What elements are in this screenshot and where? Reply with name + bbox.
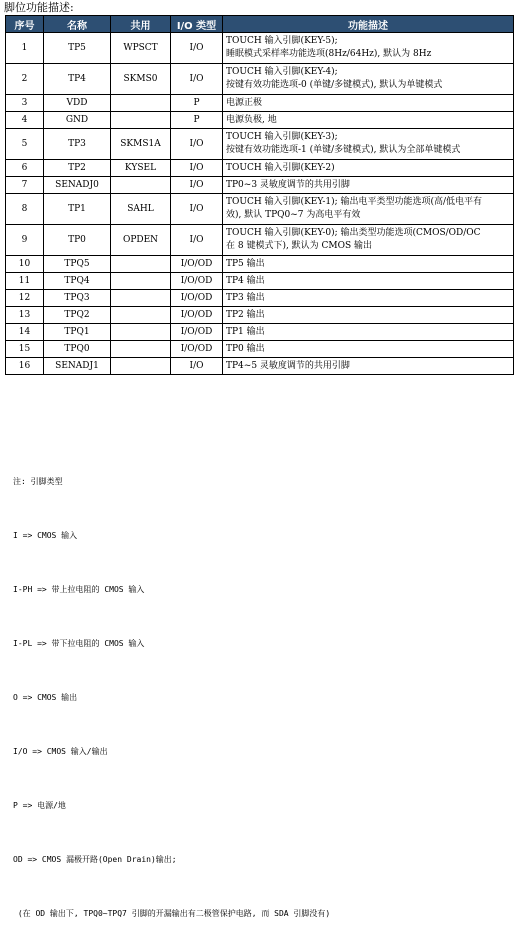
cell-description: TP5 输出 (223, 256, 514, 273)
cell-no: 7 (6, 177, 44, 194)
cell-shared: WPSCT (111, 33, 171, 64)
pin-function-table (5, 15, 514, 375)
cell-description: TP4~5 灵敏度调节的共用引脚 (223, 358, 514, 375)
cell-name: VDD (44, 95, 111, 112)
cell-no: 15 (6, 341, 44, 358)
column-header-name: 名称 (44, 16, 111, 33)
cell-no: 3 (6, 95, 44, 112)
cell-shared (111, 358, 171, 375)
cell-name: TPQ4 (44, 273, 111, 290)
cell-io-type: I/O (171, 33, 223, 64)
cell-io-type: I/O (171, 358, 223, 375)
note-line: (在 OD 输出下, TPQ0~TPQ7 引脚的开漏输出有二极管保护电路, 而 SDA 引脚没有) (13, 909, 331, 918)
cell-name: TP5 (44, 33, 111, 64)
table-header-row (6, 16, 514, 33)
table-row (6, 33, 514, 64)
table-row (6, 194, 514, 225)
table-row (6, 177, 514, 194)
cell-name: TPQ5 (44, 256, 111, 273)
cell-description: TP4 输出 (223, 273, 514, 290)
table-row (6, 160, 514, 177)
table-row (6, 307, 514, 324)
cell-io-type: I/O/OD (171, 324, 223, 341)
cell-shared (111, 307, 171, 324)
table-row (6, 358, 514, 375)
cell-io-type: P (171, 112, 223, 129)
cell-shared: KYSEL (111, 160, 171, 177)
cell-description: TOUCH 输入引脚(KEY-4); 按键有效功能选项-0 (单键/多键模式), 默认为单键模式 (223, 64, 514, 95)
cell-shared (111, 112, 171, 129)
cell-description: TP0~3 灵敏度调节的共用引脚 (223, 177, 514, 194)
column-header-description: 功能描述 (223, 16, 514, 33)
cell-name: TP3 (44, 129, 111, 160)
table-row (6, 324, 514, 341)
cell-no: 16 (6, 358, 44, 375)
cell-no: 1 (6, 33, 44, 64)
cell-description: TOUCH 输入引脚(KEY-3); 按键有效功能选项-1 (单键/多键模式), 默认为全部单键模式 (223, 129, 514, 160)
column-header-shared: 共用 (111, 16, 171, 33)
note-line: I => CMOS 输入 (13, 531, 78, 540)
pin-type-notes (13, 437, 330, 941)
cell-shared: OPDEN (111, 225, 171, 256)
cell-name: TPQ2 (44, 307, 111, 324)
cell-name: GND (44, 112, 111, 129)
table-row (6, 256, 514, 273)
cell-shared: SKMS1A (111, 129, 171, 160)
cell-description: TOUCH 输入引脚(KEY-0); 输出类型功能选项(CMOS/OD/OC 在 8 键模式下), 默认为 CMOS 输出 (223, 225, 514, 256)
table-row (6, 129, 514, 160)
note-line: I-PH => 带上拉电阻的 CMOS 输入 (13, 585, 145, 594)
cell-io-type: P (171, 95, 223, 112)
table-row (6, 341, 514, 358)
cell-description: TP2 输出 (223, 307, 514, 324)
section-heading: 脚位功能描述: (4, 1, 74, 14)
note-line: I-PL => 带下拉电阻的 CMOS 输入 (13, 639, 145, 648)
cell-name: SENADJ0 (44, 177, 111, 194)
cell-io-type: I/O (171, 160, 223, 177)
note-line: OD => CMOS 漏极开路(Open Drain)输出; (13, 855, 177, 864)
cell-shared (111, 324, 171, 341)
note-line: O => CMOS 输出 (13, 693, 78, 702)
cell-shared (111, 256, 171, 273)
cell-io-type: I/O/OD (171, 273, 223, 290)
table-row (6, 112, 514, 129)
cell-io-type: I/O (171, 225, 223, 256)
cell-shared (111, 95, 171, 112)
cell-no: 13 (6, 307, 44, 324)
cell-io-type: I/O/OD (171, 256, 223, 273)
table-body (6, 33, 514, 375)
cell-no: 5 (6, 129, 44, 160)
cell-io-type: I/O/OD (171, 290, 223, 307)
cell-name: SENADJ1 (44, 358, 111, 375)
cell-shared: SKMS0 (111, 64, 171, 95)
cell-shared (111, 177, 171, 194)
cell-name: TP2 (44, 160, 111, 177)
column-header-io-type: I/O 类型 (171, 16, 223, 33)
cell-shared (111, 273, 171, 290)
cell-description: TOUCH 输入引脚(KEY-2) (223, 160, 514, 177)
table-row (6, 95, 514, 112)
table-row (6, 273, 514, 290)
cell-name: TPQ1 (44, 324, 111, 341)
cell-no: 10 (6, 256, 44, 273)
cell-shared (111, 290, 171, 307)
cell-io-type: I/O (171, 129, 223, 160)
cell-description: TP1 输出 (223, 324, 514, 341)
cell-description: 电源负极, 地 (223, 112, 514, 129)
cell-io-type: I/O/OD (171, 307, 223, 324)
cell-name: TP4 (44, 64, 111, 95)
cell-no: 2 (6, 64, 44, 95)
cell-io-type: I/O (171, 194, 223, 225)
cell-no: 11 (6, 273, 44, 290)
cell-io-type: I/O (171, 177, 223, 194)
column-header-no: 序号 (6, 16, 44, 33)
cell-name: TP1 (44, 194, 111, 225)
cell-no: 9 (6, 225, 44, 256)
cell-io-type: I/O (171, 64, 223, 95)
cell-name: TPQ0 (44, 341, 111, 358)
cell-description: TOUCH 输入引脚(KEY-1); 输出电平类型功能选项(高/低电平有 效), 默认 TPQ0~7 为高电平有效 (223, 194, 514, 225)
cell-no: 6 (6, 160, 44, 177)
cell-description: TOUCH 输入引脚(KEY-5); 睡眠模式采样率功能选项(8Hz/64Hz), 默认为 8Hz (223, 33, 514, 64)
cell-io-type: I/O/OD (171, 341, 223, 358)
table-row (6, 64, 514, 95)
cell-name: TPQ3 (44, 290, 111, 307)
cell-no: 4 (6, 112, 44, 129)
note-line: I/O => CMOS 输入/输出 (13, 747, 108, 756)
table-row (6, 290, 514, 307)
cell-no: 8 (6, 194, 44, 225)
cell-no: 12 (6, 290, 44, 307)
table-row (6, 225, 514, 256)
cell-name: TP0 (44, 225, 111, 256)
cell-description: 电源正极 (223, 95, 514, 112)
note-line: P => 电源/地 (13, 801, 66, 810)
cell-shared (111, 341, 171, 358)
cell-description: TP0 输出 (223, 341, 514, 358)
cell-shared: SAHL (111, 194, 171, 225)
note-line: 注: 引脚类型 (13, 477, 63, 486)
cell-no: 14 (6, 324, 44, 341)
cell-description: TP3 输出 (223, 290, 514, 307)
